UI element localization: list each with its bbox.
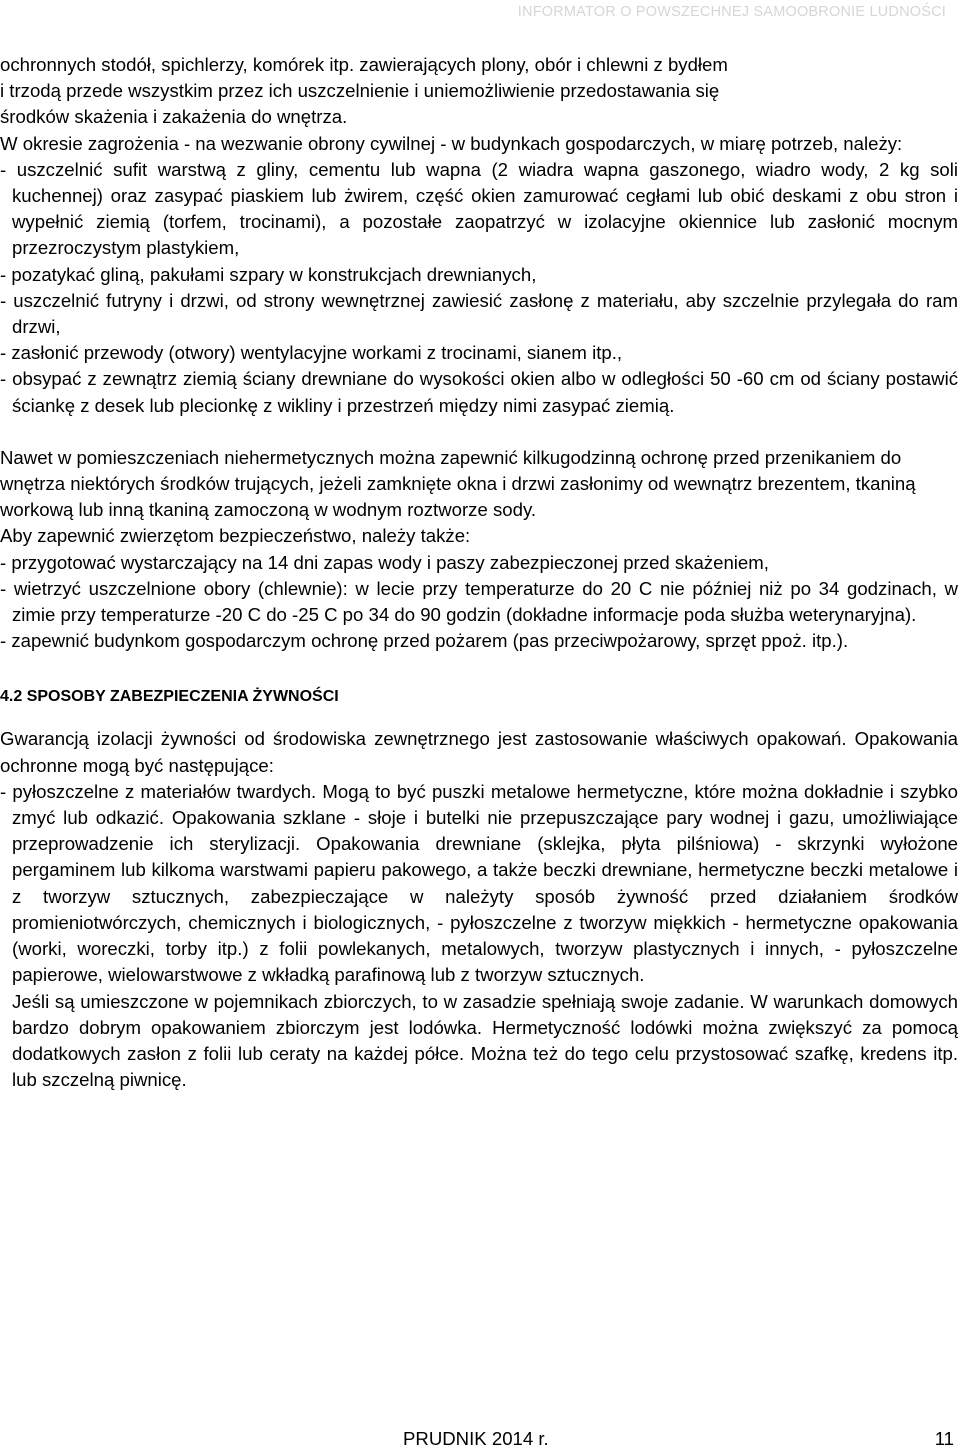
list-item: - wietrzyć uszczelnione obory (chlewnie): w lecie przy temperaturze do 20 C nie później niż po 34 godzinach, w zimie przy temperaturze -20 C do -25 C po 34 do 90 godzin (dokładne informacje poda służba weterynaryjna). — [0, 577, 958, 626]
page-number: 11 — [934, 1428, 954, 1449]
protection-paragraph: Nawet w pomieszczeniach niehermetycznych można zapewnić kilkugodzinną ochronę przed przenikaniem do wnętrza niektórych środków trujących, jeżeli zamknięte okna i drzwi zasłonimy od wewnątrz brezentem, tkaniną workową lub inną tkaniną zamoczoną w wodnym roztworze sody. — [0, 446, 916, 521]
list-item: - pyłoszczelne z materiałów twardych. Mogą to być puszki metalowe hermetyczne, które można dokładnie i szybko zmyć lub odkazić. Opakowania szklane - słoje i butelki nie przepuszczające pary wodnej i gazu, umożliwiające przeprowadzenie ich sterylizacji. Opakowania drewniane (sklejka, płyta pilśniowa) - skrzynki wyłożone pergaminem lub kilkoma warstwami papieru pakowego, a także beczki drewniane, hermetyczne beczki metalowe i z tworzyw sztucznych, zabezpieczające w należyty sposób żywność przed działaniem środków promieniotwórczych, chemicznych i biologicznych, - pyłoszczelne z tworzyw miękkich - hermetyczne opakowania (worki, woreczki, torby itp.) z folii powlekanych, metalowych, tworzyw plastycznych i innych, - pyłoszczelne papierowe, wielowarstwowe z wkładką parafinową lub z tworzyw sztucznych. — [0, 780, 958, 986]
animals-intro: Aby zapewnić zwierzętom bezpieczeństwo, należy także: — [0, 525, 471, 547]
containers-paragraph: Jeśli są umieszczone w pojemnikach zbiorczych, to w zasadzie spełniają swoje zadanie. W warunkach domowych bardzo dobrym opakowaniem zbiorczym jest lodówka. Hermetyczność lodówki można zwiększyć za pomocą dodatkowych zasłon z folii lub ceraty na każdej półce. Można też do tego celu przystosować szafkę, kredens itp. lub szczelną piwnicę. — [12, 990, 958, 1091]
intro-line-2: i trzodą przede wszystkim przez ich uszczelnienie i uniemożliwienie przedostawania się — [0, 80, 720, 102]
list-item: - przygotować wystarczający na 14 dni zapas wody i paszy zabezpieczonej przed skażeniem, — [0, 551, 769, 573]
list-item: - obsypać z zewnątrz ziemią ściany drewniane do wysokości okien albo w odległości 50 -60 cm od ściany postawić ściankę z desek lub plecionkę z wikliny i przestrzeń między nimi zasypać ziemią. — [0, 368, 958, 416]
footer-title: PRUDNIK 2014 r. — [403, 1428, 549, 1449]
list-item: - uszczelnić futryny i drzwi, od strony wewnętrznej zawiesić zasłonę z materiału, aby szczelnie przylegała do ram drzwi, — [0, 289, 958, 338]
list-item: - uszczelnić sufit warstwą z gliny, cementu lub wapna (2 wiadra wapna gaszonego, wiadro wody, 2 kg soli kuchennej) oraz zasypać piaskiem lub żwirem, część okien zamurować cegłami lub obić deskami z obu stron i wypełnić ziemią (torfem, trocinami), a pozostałe zaopatrzyć w izolacyjne okiennice lub zasłonić mocnym przezroczystym plastykiem, — [0, 158, 958, 259]
page-body — [0, 52, 958, 1093]
list-item: - zapewnić budynkom gospodarczym ochronę przed pożarem (pas przeciwpożarowy, sprzęt ppoż. itp.). — [0, 630, 849, 652]
intro-line-1: ochronnych stodół, spichlerzy, komórek itp. zawierających plony, obór i chlewni z bydłem — [0, 54, 728, 75]
running-header: INFORMATOR O POWSZECHNEJ SAMOOBRONIE LUDNOŚCI — [517, 4, 946, 20]
threat-paragraph: W okresie zagrożenia - na wezwanie obrony cywilnej - w budynkach gospodarczych, w miarę potrzeb, należy: — [0, 132, 903, 154]
section-heading: 4.2 SPOSOBY ZABEZPIECZENIA ŻYWNOŚCI — [0, 688, 339, 706]
food-paragraph: Gwarancją izolacji żywności od środowiska zewnętrznego jest zastosowanie właściwych opakowań. Opakowania ochronne mogą być następujące: — [0, 728, 958, 776]
list-item: - pozatykać gliną, pakułami szpary w konstrukcjach drewnianych, — [0, 263, 537, 285]
list-item: - zasłonić przewody (otwory) wentylacyjne workami z trocinami, sianem itp., — [0, 342, 623, 364]
intro-line-3: środków skażenia i zakażenia do wnętrza. — [0, 106, 348, 128]
